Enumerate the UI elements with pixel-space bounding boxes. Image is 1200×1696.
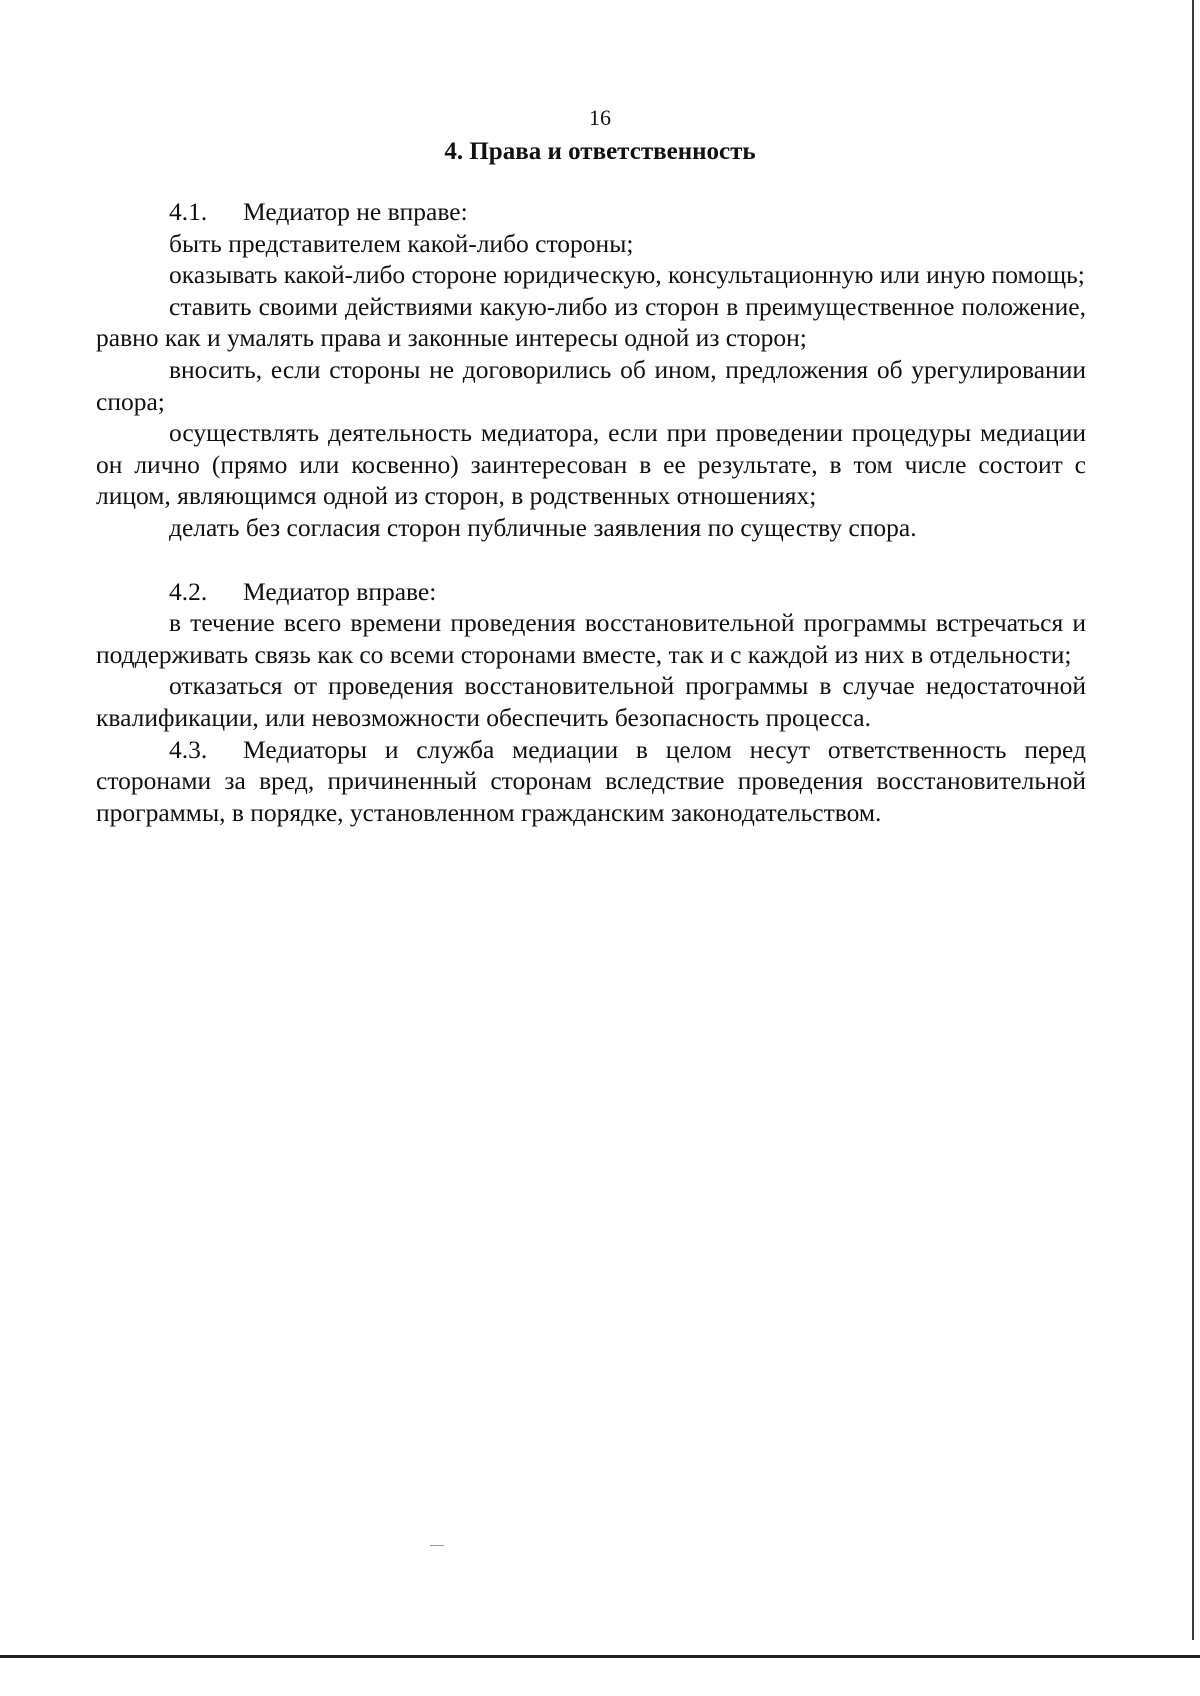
clause-number: 4.2. (169, 576, 208, 606)
scan-right-edge (1192, 0, 1194, 1640)
paragraph-gap (96, 544, 1086, 576)
section-title: 4. Права и ответственность (444, 138, 756, 165)
clause-4-1-item: ставить своими действиями какую-либо из сторон в преимущественное положение, равно как и умалять права и законные интересы одной из сторон; (96, 291, 1086, 353)
clause-4-1-item: быть представителем какой-либо стороны; (169, 228, 634, 258)
clause-4-3 (96, 734, 1086, 829)
clause-4-1-heading (96, 196, 1086, 228)
clause-4-1-item: оказывать какой-либо стороне юридическую, консультационную или иную помощь; (169, 260, 1085, 290)
clause-4-1-item: осуществлять деятельность медиатора, если при проведении процедуры медиации он лично (прямо или косвенно) заинтересован в ее результате, в том числе состоит с лицом, являющимся одной из сторон, в родственных отношениях; (96, 418, 1086, 511)
document-body (96, 196, 1086, 828)
clause-number: 4.1. (169, 197, 208, 226)
clause-4-2-item: в течение всего времени проведения восстановительной программы встречаться и поддерживать связь как со всеми сторонами вместе, так и с каждой из них в отдельности; (96, 608, 1086, 669)
page-number: 16 (589, 105, 611, 130)
scan-bottom-edge (0, 1655, 1200, 1658)
clause-4-1-item: вносить, если стороны не договорились об ином, предложения об урегулировании спора; (96, 354, 1086, 416)
clause-4-2-heading (96, 576, 1086, 608)
scan-speck (430, 1545, 444, 1546)
clause-heading-text: Медиатор вправе: (243, 576, 437, 606)
clause-text: Медиаторы и служба медиации в целом несут ответственность перед сторонами за вред, причиненный сторонам вследствие проведения восстановительной программы, в порядке, установленном гражданским законодательством. (96, 734, 1086, 827)
clause-number: 4.3. (169, 734, 208, 764)
clause-4-1-item: делать без согласия сторон публичные заявления по существу спора. (169, 512, 917, 542)
clause-heading-text: Медиатор не вправе: (243, 197, 468, 226)
clause-4-2-item: отказаться от проведения восстановительной программы в случае недостаточной квалификации, или невозможности обеспечить безопасность процесса. (96, 671, 1086, 732)
